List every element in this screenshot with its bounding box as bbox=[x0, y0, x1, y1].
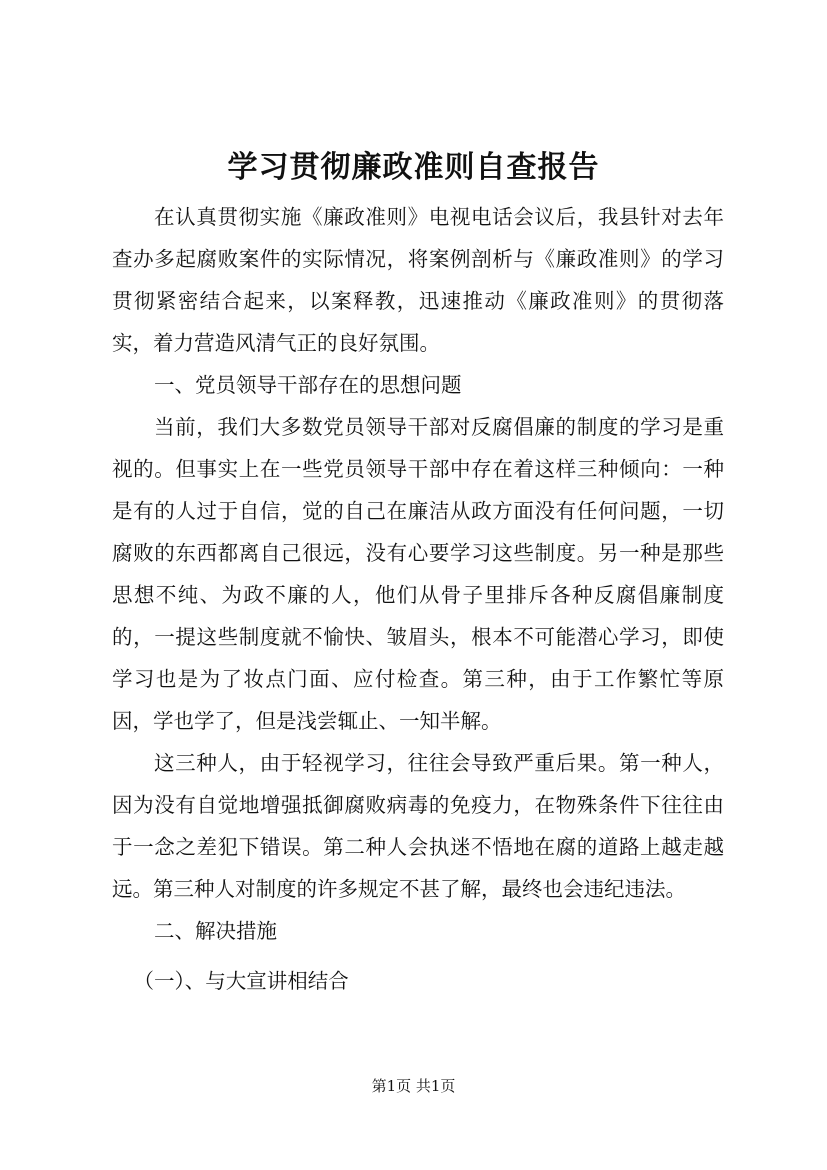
section-heading-1: 一、党员领导干部存在的思想问题 bbox=[154, 373, 462, 397]
subsection-heading-1: （一）、与大宣讲相结合 bbox=[133, 969, 349, 993]
page-footer: 第1页 共1页 bbox=[371, 1077, 456, 1095]
document-title: 学习贯彻廉政准则自查报告 bbox=[227, 150, 600, 185]
paragraph-problems: 当前，我们大多数党员领导干部对反腐倡廉的制度的学习是重视的。但事实上在一些党员领导干部中存在着这样三种倾向：一种是有的人过于自信，觉的自己在廉洁从政方面没有任何问题，一切腐败的东西都离自己很远，没有心要学习这些制度。另一种是那些思想不纯、为政不廉的人，他们从骨子里排斥各种反腐倡廉制度的，一提这些制度就不愉快、皱眉头，根本不可能潜心学习，即使学习也是为了妆点门面、应付检查。第三种，由于工作繁忙等原因，学也学了，但是浅尝辄止、一知半解。 bbox=[112, 415, 724, 733]
document-body bbox=[112, 196, 724, 1002]
paragraph-intro: 在认真贯彻实施《廉政准则》电视电话会议后，我县针对去年查办多起腐败案件的实际情况，将案例剖析与《廉政准则》的学习贯彻紧密结合起来，以案释教，迅速推动《廉政准则》的贯彻落实，着力营造风清气正的良好氛围。 bbox=[112, 205, 724, 355]
paragraph-consequences: 这三种人，由于轻视学习，往往会导致严重后果。第一种人，因为没有自觉地增强抵御腐败病毒的免疫力，在物殊条件下往往由于一念之差犯下错误。第二种人会执迷不悟地在腐的道路上越走越远。第三种人对制度的许多规定不甚了解，最终也会违纪违法。 bbox=[112, 751, 724, 901]
section-heading-2: 二、解决措施 bbox=[154, 919, 278, 943]
